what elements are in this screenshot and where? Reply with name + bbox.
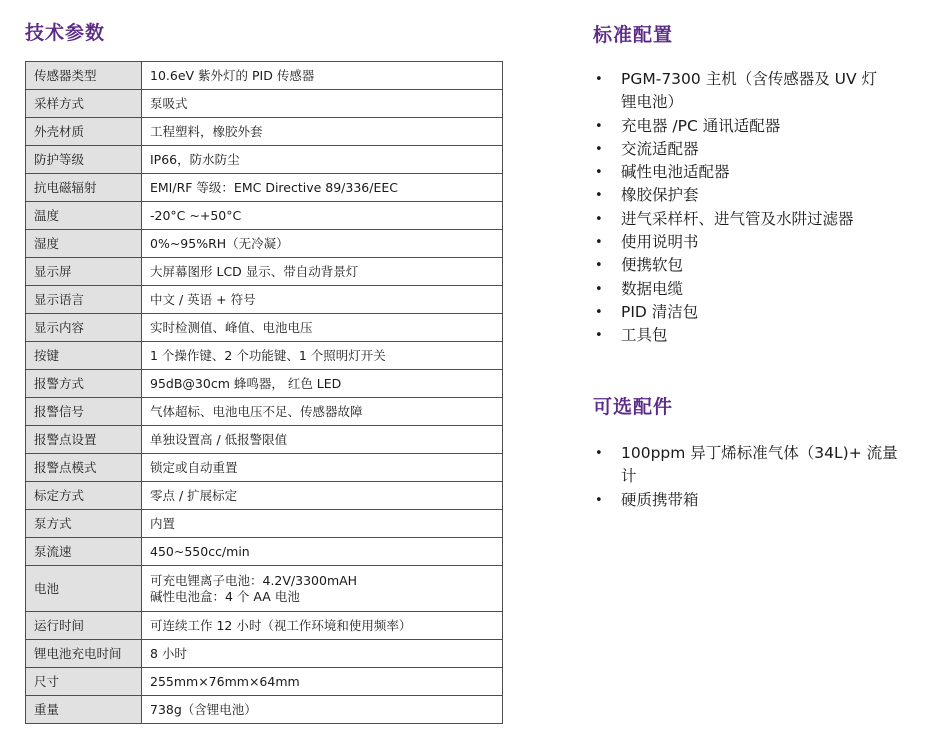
spec-label: 报警信号 [26,398,142,426]
list-item [593,115,913,138]
list-item [593,489,913,512]
bullet-icon: • [595,258,603,274]
spec-value [142,566,503,612]
spec-value: 0%~95%RH（无冷凝） [142,230,503,258]
list-item [593,208,913,231]
spec-value: IP66，防水防尘 [142,146,503,174]
list-item [593,254,913,277]
spec-label: 报警点设置 [26,426,142,454]
spec-row [26,398,503,426]
list-item-text: 橡胶保护套 [621,186,699,205]
spec-value: 450~550cc/min [142,538,503,566]
spec-row [26,314,503,342]
spec-row [26,90,503,118]
spec-row [26,118,503,146]
spec-value: 实时检测值、峰值、电池电压 [142,314,503,342]
spec-value: 单独设置高 / 低报警限值 [142,426,503,454]
standard-config-heading: 标准配置 [593,24,674,46]
bullet-icon: • [595,304,603,320]
optional-accessories-heading: 可选配件 [593,396,674,418]
spec-label: 按键 [26,342,142,370]
bullet-icon: • [595,211,603,227]
spec-row [26,566,503,612]
spec-value: 内置 [142,510,503,538]
list-item [593,161,913,184]
spec-value: -20°C ~+50°C [142,202,503,230]
spec-row [26,286,503,314]
list-item-text: 硬质携带箱 [621,490,699,509]
spec-value: 738g（含锂电池） [142,696,503,724]
spec-label: 报警点模式 [26,454,142,482]
list-item-text: 数据电缆 [621,279,684,298]
list-item-text: 进气采样杆、进气管及水阱过滤器 [621,209,854,228]
spec-row [26,668,503,696]
spec-label: 显示屏 [26,258,142,286]
list-item-text: 便携软包 [621,256,684,275]
bullet-icon: • [595,235,603,251]
bullet-icon: • [595,141,603,157]
spec-row [26,258,503,286]
spec-label: 重量 [26,696,142,724]
spec-label: 电池 [26,566,142,612]
spec-label: 锂电池充电时间 [26,640,142,668]
spec-value-line: 碱性电池盒：4 个 AA 电池 [150,588,300,604]
bullet-icon: • [595,492,603,508]
spec-label: 显示内容 [26,314,142,342]
spec-row [26,146,503,174]
list-item-text: 100ppm 异丁烯标准气体（34L)+ 流量 [621,444,898,462]
spec-row [26,174,503,202]
spec-label: 标定方式 [26,482,142,510]
spec-label: 显示语言 [26,286,142,314]
optional-accessories-list [593,442,913,512]
spec-label: 泵流速 [26,538,142,566]
spec-row [26,482,503,510]
spec-value: 工程塑料，橡胶外套 [142,118,503,146]
spec-value: 8 小时 [142,640,503,668]
spec-heading: 技术参数 [25,22,106,44]
spec-row [26,696,503,724]
spec-row [26,370,503,398]
spec-label: 尺寸 [26,668,142,696]
spec-label: 运行时间 [26,612,142,640]
bullet-icon: • [595,328,603,344]
spec-value: 气体超标、电池电压不足、传感器故障 [142,398,503,426]
list-item-text: PID 清洁包 [621,302,699,321]
spec-value: 泵吸式 [142,90,503,118]
list-item [593,324,913,347]
spec-row [26,612,503,640]
list-item-text: 交流适配器 [621,139,699,158]
spec-label: 防护等级 [26,146,142,174]
spec-value: 中文 / 英语 + 符号 [142,286,503,314]
spec-value: 1 个操作键、2 个功能键、1 个照明灯开关 [142,342,503,370]
spec-row [26,426,503,454]
spec-label: 泵方式 [26,510,142,538]
spec-value: 零点 / 扩展标定 [142,482,503,510]
list-item-text: PGM-7300 主机（含传感器及 UV 灯 [621,70,878,88]
spec-value-line: 可充电锂离子电池：4.2V/3300mAH [150,572,358,588]
list-item [593,68,913,115]
list-item [593,301,913,324]
spec-row [26,202,503,230]
spec-label: 温度 [26,202,142,230]
bullet-icon: • [595,446,603,461]
spec-row [26,342,503,370]
spec-label: 报警方式 [26,370,142,398]
standard-config-list [593,68,913,348]
spec-row [26,510,503,538]
list-item-text: 碱性电池适配器 [621,163,730,182]
list-item [593,278,913,301]
list-item-text: 工具包 [621,326,668,345]
bullet-icon: • [595,188,603,204]
spec-row [26,640,503,668]
list-item-text: 使用说明书 [621,233,699,252]
bullet-icon: • [595,72,603,87]
spec-value: 可连续工作 12 小时（视工作环境和使用频率） [142,612,503,640]
spec-label: 传感器类型 [26,62,142,90]
list-item-text-continued: 锂电池） [621,93,684,112]
spec-row [26,454,503,482]
spec-value: 大屏幕图形 LCD 显示、带自动背景灯 [142,258,503,286]
bullet-icon: • [595,118,603,134]
bullet-icon: • [595,281,603,297]
spec-value: EMI/RF 等级：EMC Directive 89/336/EEC [142,174,503,202]
spec-value: 10.6eV 紫外灯的 PID 传感器 [142,62,503,90]
spec-row [26,230,503,258]
list-item [593,442,913,489]
spec-table [25,61,503,724]
list-item-text: 充电器 /PC 通讯适配器 [621,116,781,135]
spec-value: 95dB@30cm 蜂鸣器， 红色 LED [142,370,503,398]
list-item [593,184,913,207]
spec-label: 抗电磁辐射 [26,174,142,202]
list-item [593,138,913,161]
bullet-icon: • [595,165,603,181]
list-item [593,231,913,254]
spec-value: 锁定或自动重置 [142,454,503,482]
list-item-text-continued: 计 [621,467,637,486]
spec-label: 外壳材质 [26,118,142,146]
spec-label: 采样方式 [26,90,142,118]
spec-row [26,538,503,566]
spec-label: 湿度 [26,230,142,258]
spec-row [26,62,503,90]
spec-value: 255mm×76mm×64mm [142,668,503,696]
